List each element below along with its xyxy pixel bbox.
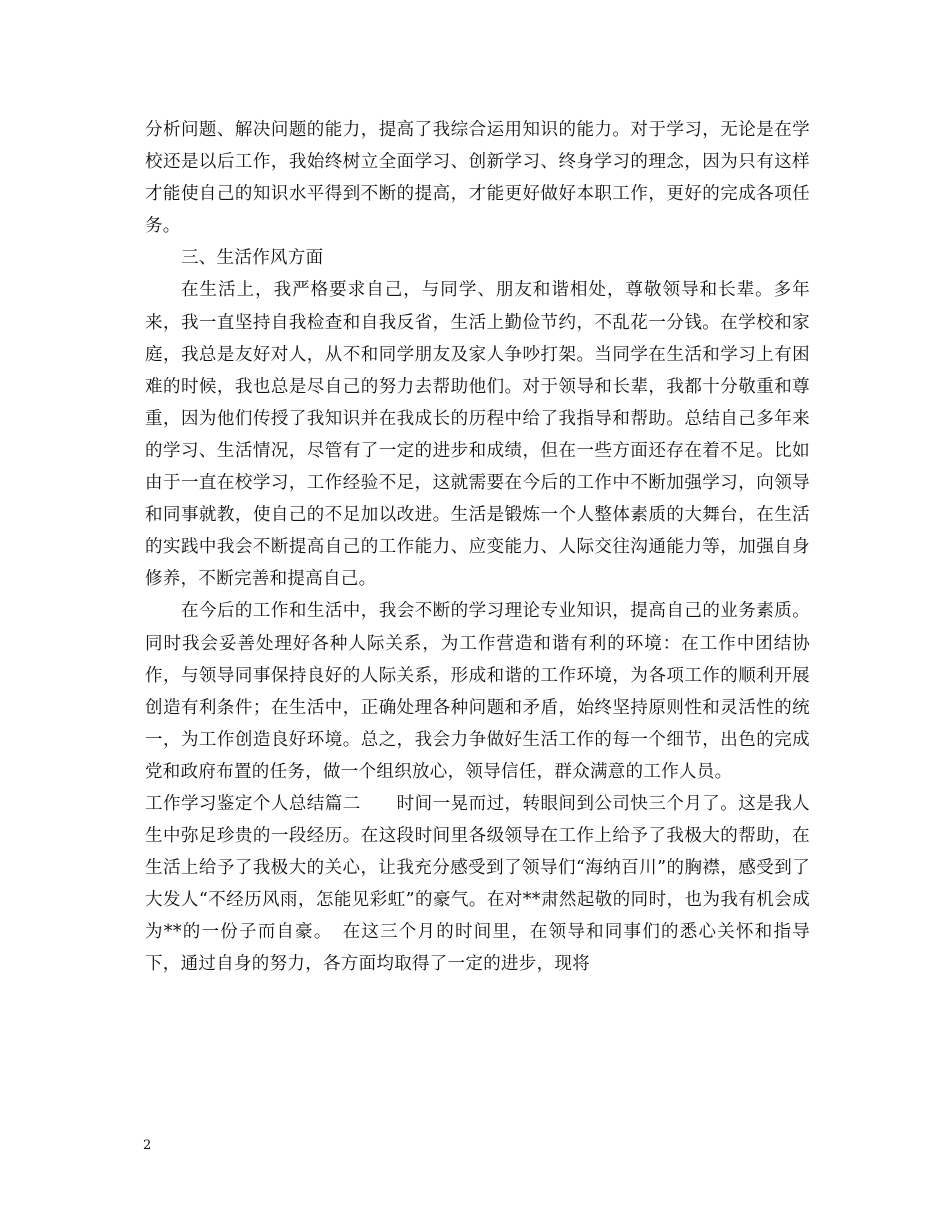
paragraph-continuation: 分析问题、解决问题的能力，提高了我综合运用知识的能力。对于学习，无论是在学校还是以后工作，我始终树立全面学习、创新学习、终身学习的理念，因为只有这样才能使自己的知识水平得到不断的提高，才能更好做好本职工作，更好的完成各项任务。 [145,120,810,237]
paragraph-lifestyle: 在生活上，我严格要求自己，与同学、朋友和谐相处，尊敬领导和长辈。多年来，我一直坚持自我检查和自我反省，生活上勤俭节约，不乱花一分钱。在学校和家庭，我总是友好对人，从不和同学朋友及家人争吵打架。当同学在生活和学习上有困难的时候，我也总是尽自己的努力去帮助他们。对于领导和长辈，我都十分敬重和尊重，因为他们传授了我知识并在我成长的历程中给了我指导和帮助。总结自己多年来的学习、生活情况，尽管有了一定的进步和成绩，但在一些方面还存在着不足。比如由于一直在校学习，工作经验不足，这就需要在今后的工作中不断加强学习，向领导和同事就教，使自己的不足加以改进。生活是锻炼一个人整体素质的大舞台，在生活的实践中我会不断提高自己的工作能力、应变能力、人际交往沟通能力等，加强自身修养，不断完善和提高自己。 [145,280,810,590]
section-heading-lifestyle: 三、生活作风方面 [181,248,324,269]
paragraph-part-two: 工作学习鉴定个人总结篇二 时间一晃而过，转眼间到公司快三个月了。这是我人生中弥足珍贵的一段经历。在这段时间里各级领导在工作上给予了我极大的帮助，在生活上给予了我极大的关心，让我充分感受到了领导们“海纳百川”的胸襟，感受到了大发人“不经历风雨，怎能见彩虹”的豪气。在对**肃然起敬的同时，也为我有机会成为**的一份子而自豪。 在这三个月的时间里，在领导和同事们的悉心关怀和指导下，通过自身的努力，各方面均取得了一定的进步，现将 [145,793,810,975]
paragraph-future-work: 在今后的工作和生活中，我会不断的学习理论专业知识，提高自己的业务素质。同时我会妥善处理好各种人际关系，为工作营造和谐有利的环境：在工作中团结协作，与领导同事保持良好的人际关系，形成和谐的工作环境，为各项工作的顺利开展创造有利条件；在生活中，正确处理各种问题和矛盾，始终坚持原则性和灵活性的统一，为工作创造良好环境。总之，我会力争做好生活工作的每一个细节，出色的完成党和政府布置的任务，做一个组织放心，领导信任，群众满意的工作人员。 [145,601,810,782]
page-number: 2 [143,1138,152,1153]
body-text [145,114,810,981]
